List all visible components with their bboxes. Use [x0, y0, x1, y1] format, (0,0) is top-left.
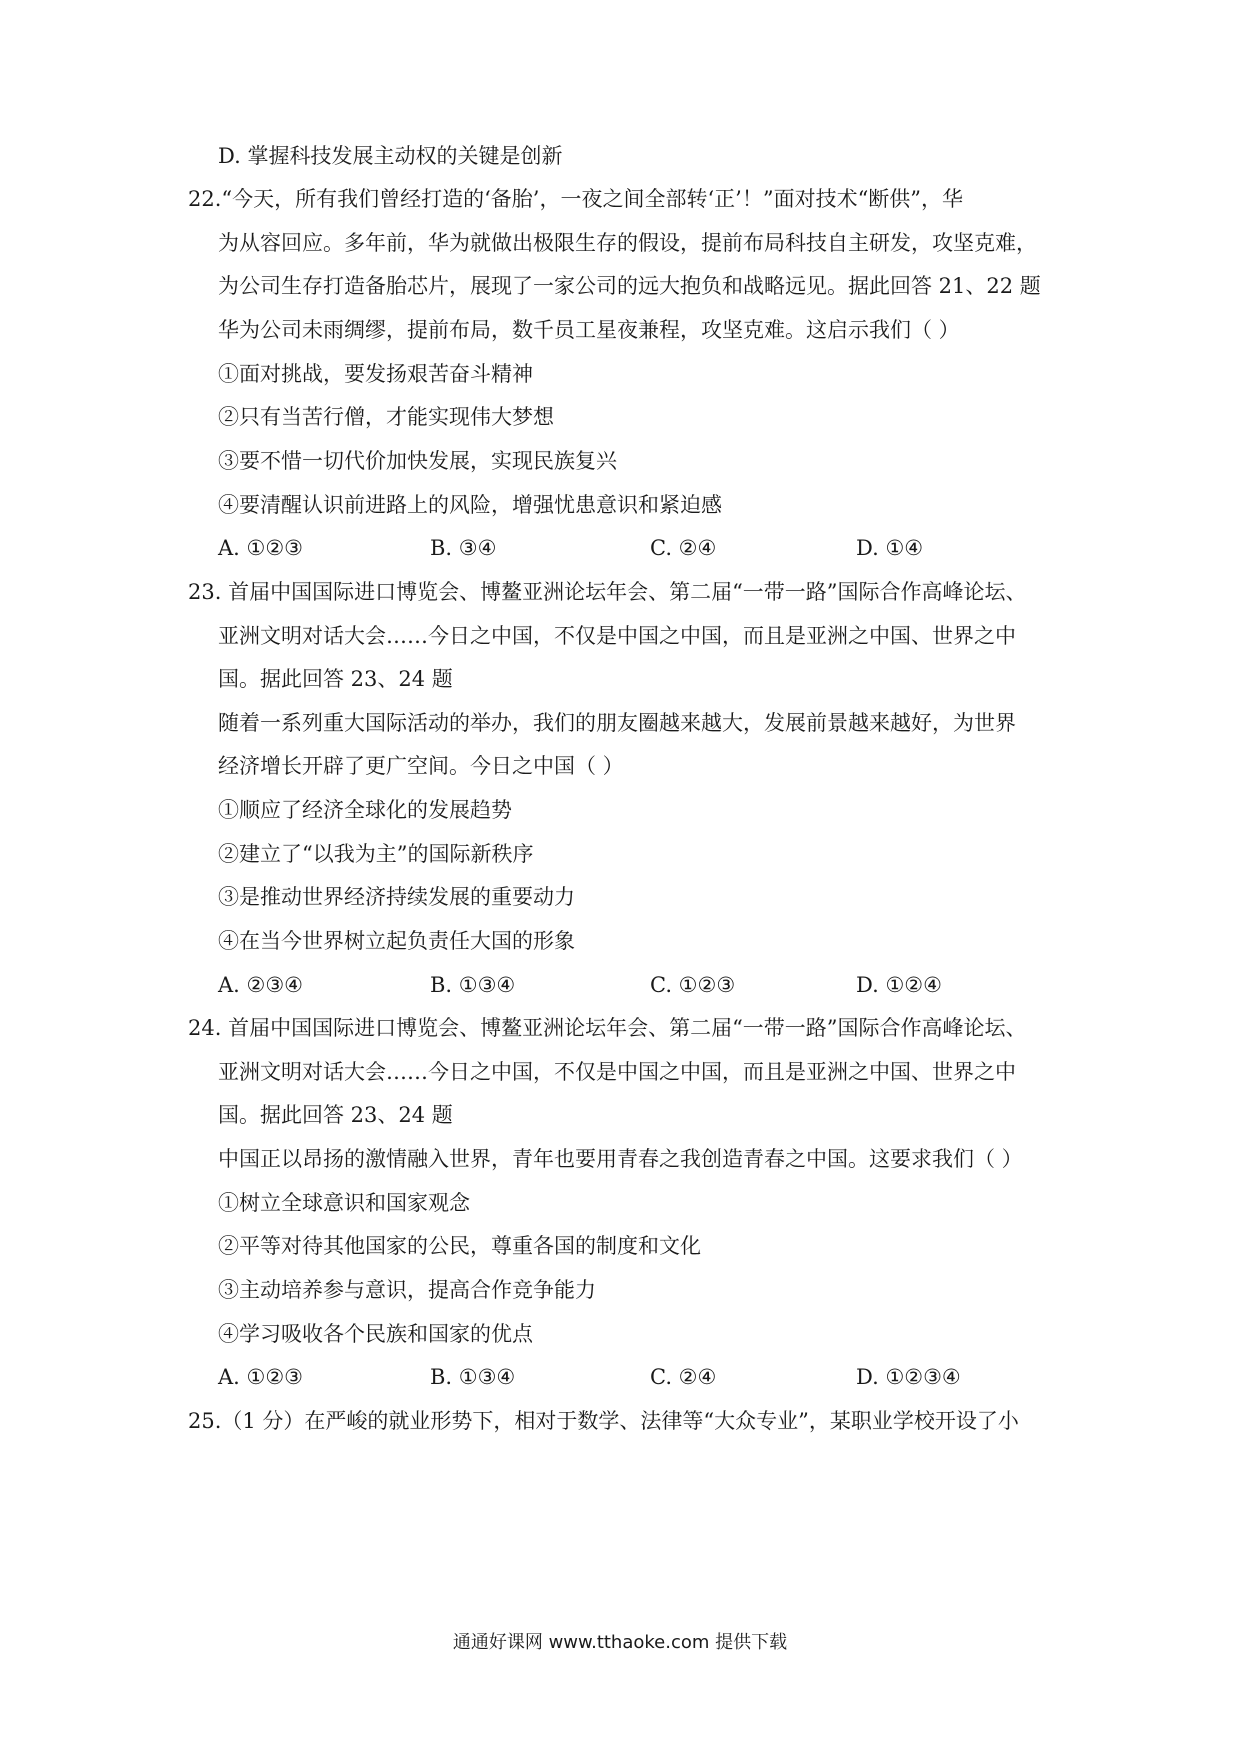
q22-option-b[interactable]: B. ③④	[430, 536, 497, 560]
q24-option-a[interactable]: A. ①②③	[218, 1365, 303, 1389]
q22-stem-line-2: 为从容回应。多年前，华为就做出极限生存的假设，提前布局科技自主研发，攻坚克难，	[218, 231, 1037, 255]
q22-item-3: ③要不惜一切代价加快发展，实现民族复兴	[218, 449, 617, 473]
q22-item-1: ①面对挑战，要发扬艰苦奋斗精神	[218, 362, 533, 386]
q24-stem-line-2: 亚洲文明对话大会……今日之中国，不仅是中国之中国，而且是亚洲之中国、世界之中	[218, 1060, 1016, 1084]
q22-stem-line-4: 华为公司未雨绸缪，提前布局，数千员工星夜兼程，攻坚克难。这启示我们（ ）	[218, 318, 960, 342]
q24-stem-line-3: 国。据此回答 23、24 题	[218, 1103, 453, 1127]
q24-option-b[interactable]: B. ①③④	[430, 1365, 516, 1389]
q22-options	[218, 538, 1118, 562]
q22-option-d[interactable]: D. ①④	[856, 536, 924, 560]
q23-stem-line-5: 经济增长开辟了更广空间。今日之中国（ ）	[218, 754, 624, 778]
q23-stem-line-3: 国。据此回答 23、24 题	[218, 667, 453, 691]
q23-stem-line-4: 随着一系列重大国际活动的举办，我们的朋友圈越来越大，发展前景越来越好，为世界	[218, 711, 1016, 735]
download-footer: 通通好课网 www.tthaoke.com 提供下载	[452, 1632, 788, 1653]
prev-option-d: D. 掌握科技发展主动权的关键是创新	[218, 144, 563, 168]
q22-item-2: ②只有当苦行僧，才能实现伟大梦想	[218, 405, 554, 429]
q24-item-2: ②平等对待其他国家的公民，尊重各国的制度和文化	[218, 1234, 701, 1258]
q23-option-a[interactable]: A. ②③④	[218, 973, 303, 997]
q22-stem-line-1: 22.“今天，所有我们曾经打造的‘备胎’，一夜之间全部转‘正’！”面对技术“断供”，华	[188, 187, 964, 211]
q22-option-a[interactable]: A. ①②③	[218, 536, 303, 560]
q25-stem-line-1: 25.（1 分）在严峻的就业形势下，相对于数学、法律等“大众专业”，某职业学校开设了小	[188, 1409, 1019, 1433]
q24-item-1: ①树立全球意识和国家观念	[218, 1191, 470, 1215]
q23-options	[218, 975, 1118, 999]
q22-option-c[interactable]: C. ②④	[650, 536, 717, 560]
q24-stem-line-1: 24. 首届中国国际进口博览会、博鳌亚洲论坛年会、第二届“一带一路”国际合作高峰论坛、	[188, 1016, 1027, 1040]
q23-option-c[interactable]: C. ①②③	[650, 973, 736, 997]
q24-options	[218, 1367, 1118, 1391]
q24-option-c[interactable]: C. ②④	[650, 1365, 717, 1389]
q23-stem-line-2: 亚洲文明对话大会……今日之中国，不仅是中国之中国，而且是亚洲之中国、世界之中	[218, 624, 1016, 648]
q24-item-3: ③主动培养参与意识，提高合作竞争能力	[218, 1278, 596, 1302]
q23-item-1: ①顺应了经济全球化的发展趋势	[218, 798, 512, 822]
q22-stem-line-3: 为公司生存打造备胎芯片，展现了一家公司的远大抱负和战略远见。据此回答 21、22 题	[218, 274, 1041, 298]
q24-item-4: ④学习吸收各个民族和国家的优点	[218, 1322, 533, 1346]
q23-item-3: ③是推动世界经济持续发展的重要动力	[218, 885, 575, 909]
q23-stem-line-1: 23. 首届中国国际进口博览会、博鳌亚洲论坛年会、第二届“一带一路”国际合作高峰论坛、	[188, 580, 1027, 604]
q24-option-d[interactable]: D. ①②③④	[856, 1365, 961, 1389]
q23-item-2: ②建立了“以我为主”的国际新秩序	[218, 842, 534, 866]
q23-option-d[interactable]: D. ①②④	[856, 973, 942, 997]
q23-option-b[interactable]: B. ①③④	[430, 973, 516, 997]
q24-stem-line-4: 中国正以昂扬的激情融入世界，青年也要用青春之我创造青春之中国。这要求我们（ ）	[218, 1147, 1023, 1171]
q22-item-4: ④要清醒认识前进路上的风险，增强忧患意识和紧迫感	[218, 493, 722, 517]
q23-item-4: ④在当今世界树立起负责任大国的形象	[218, 929, 575, 953]
